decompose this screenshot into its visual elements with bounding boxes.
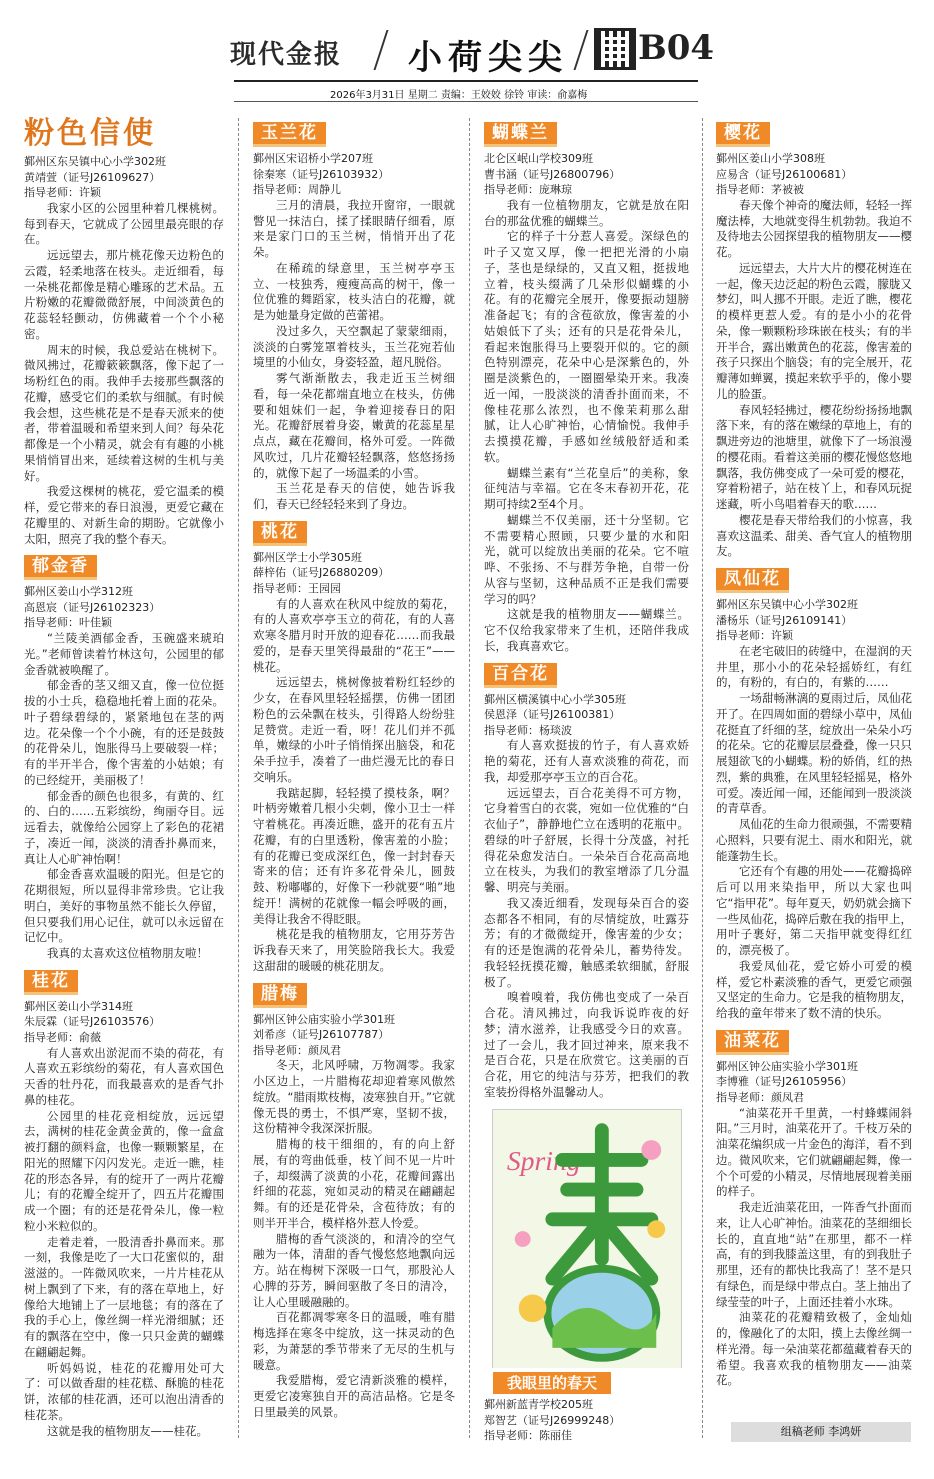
article-title: 郁金香 xyxy=(24,555,97,580)
paragraph: 周末的时候，我总爱站在桃树下。微风拂过，花瓣簌簌飘落，像下起了一场粉红色的雨。我伸手去接那些飘落的花瓣，感受它们的柔软与细腻。有时候我会想，这些桃花是不是春天派来的使者，带着温暖和希望来到人间？每朵花都像是一个小精灵，就会有有趣的小桃果悄悄冒出来，延续着这树的生机与美好。 xyxy=(24,342,224,483)
paragraph: 我家小区的公园里种着几棵桃树。每到春天，它就成了公园里最亮眼的存在。 xyxy=(24,200,224,247)
paragraph: 我有一位植物朋友，它就是放在阳台的那盆优雅的蝴蝶兰。 xyxy=(484,197,689,228)
paragraph: 冬天，北风呼啸，万物凋零。我家小区边上，一片腊梅花却迎着寒风傲然绽放。“腊雨欺枝梅，凌寒独自开。”它就像无畏的勇士，不惧严寒，坚韧不拔，这份精神令我深深折服。 xyxy=(253,1058,455,1136)
page-number: B04 xyxy=(638,28,715,68)
column-divider xyxy=(702,118,703,1438)
article-body xyxy=(24,631,224,962)
paragraph: 玉兰花是春天的信使，她告诉我们，春天已经轻轻来到了身边。 xyxy=(253,481,455,512)
school: 鄞州区东吴镇中心小学302班 xyxy=(24,155,166,168)
article xyxy=(253,977,455,1421)
author: 刘希彦（证号J26107787） xyxy=(253,1028,390,1042)
school: 鄞州区宋诏桥小学207班 xyxy=(253,152,373,165)
article xyxy=(253,515,455,975)
teacher: 指导老师：庞琳琼 xyxy=(484,183,572,197)
author: 曹书涵（证号J26800796） xyxy=(484,167,621,181)
article-body xyxy=(484,738,689,1100)
paragraph: 远远望去，百合花美得不可方物，它身着雪白的衣裳，宛如一位优雅的“白衣仙子”，静静地伫立在透明的花瓶中。碧绿的叶子舒展，长得十分茂盛，衬托得花朵愈发洁白。一朵朵百合花高高地立在枝头，为我们的教室增添了几分温馨、明亮与美丽。 xyxy=(484,785,689,895)
article xyxy=(484,657,689,1101)
paragraph: 有的人喜欢在秋风中绽放的菊花，有的人喜欢亭亭玉立的荷花，有的人喜欢寒冬腊月时开放的迎春花……而我最爱的，是春天里笑得最甜的“花王”——桃花。 xyxy=(253,596,455,674)
paragraph: 在稀疏的绿意里，玉兰树亭亭玉立、一枝独秀，瘦瘦高高的树干，像一位优雅的舞蹈家，枝头洁白的花瓣，就是为她量身定做的芭蕾裙。 xyxy=(253,260,455,323)
school: 鄞州区钟公庙实验小学301班 xyxy=(716,1059,858,1073)
paragraph: 有人喜欢出淤泥而不染的荷花，有人喜欢五彩缤纷的菊花，有人喜欢国色天香的牡丹花，而我最喜欢的是香气扑鼻的桂花。 xyxy=(24,1045,224,1107)
school: 鄞州区姜山小学312班 xyxy=(24,585,133,599)
school: 鄞州新蓝青学校205班 xyxy=(484,1398,593,1411)
author: 高恩宸（证号J26102323） xyxy=(24,600,161,614)
article xyxy=(24,116,224,547)
author: 潘杨乐（证号J26109141） xyxy=(716,613,853,627)
svg-text:Spring: Spring xyxy=(506,1144,581,1176)
paragraph: 公园里的桂花竞相绽放，远远望去，满树的桂花金黄金黄的，像一盒盒被打翻的颜料盒，也像一颗颗繁星，在阳光的照耀下闪闪发光。走近一瞧，桂花的形态各异，有的绽开了一两片花瓣儿；有的花瓣全绽开了，四五片花瓣围成一个圈；有的还是花骨朵儿，像一粒粒小米粒似的。 xyxy=(24,1108,224,1233)
article-title: 桃花 xyxy=(253,521,307,546)
dateline: 2026年3月31日 星期二 责编：王姣姣 徐铃 审读：俞嘉梅 xyxy=(330,90,588,101)
school: 鄞州区横溪镇中心小学305班 xyxy=(484,692,626,706)
article-body xyxy=(716,198,912,560)
paragraph: 雾气渐渐散去，我走近玉兰树细看，每一朵花都端直地立在枝头，仿佛要和姐妹们一起，争着迎接春日的阳光。花瓣舒展着身姿，嫩黄的花蕊星星点点，藏在花瓣间，格外可爱。一阵微风吹过，几片花瓣轻轻飘落，悠悠扬扬的，就像下起了一场温柔的小雪。 xyxy=(253,371,455,480)
paragraph: 我爱这棵树的桃花，爱它温柔的模样，爱它带来的春日浪漫，更爱它藏在花瓣里的、对新生命的期盼。它就像小太阳，照亮了我的整个春天。 xyxy=(24,484,224,546)
author: 薛梓佑（证号J26880209） xyxy=(253,566,390,580)
article-body xyxy=(24,1046,224,1438)
paragraph: 有人喜欢挺拔的竹子，有人喜欢娇艳的菊花，还有人喜欢淡雅的荷花，而我，却爱那亭亭玉立的百合花。 xyxy=(484,738,689,784)
column-4 xyxy=(716,116,912,1416)
paragraph: 远远望去，桃树像披着粉红轻纱的少女，在春风里轻轻摇摆，仿佛一团团粉色的云朵飘在枝头，引得路人纷纷驻足赞赏。走近一看，呀！花儿们并不孤单，嫩绿的小叶子悄悄探出脑袋，和花朵手拉手，凑着了一曲烂漫无比的春日交响乐。 xyxy=(253,675,455,784)
article-body xyxy=(253,597,455,975)
teacher: 指导老师：叶佳颖 xyxy=(24,616,112,630)
author: 朱辰霖（证号J26103576） xyxy=(24,1015,161,1029)
article xyxy=(24,549,224,962)
paragraph: 桃花是我的植物朋友，它用芬芳告诉我春天来了，用笑脸陪我长大。我爱这甜甜的暖暖的桃花朋友。 xyxy=(253,927,455,973)
article-body xyxy=(484,198,689,655)
masthead xyxy=(0,0,934,106)
paragraph: 我又凑近细看，发现每朵百合的姿态都各不相同，有的尽情绽放，吐露芬芳；有的才微微绽开，像害羞的少女；有的还是饱满的花骨朵儿，蓄势待发。我轻轻抚摸花瓣，触感柔软细腻，舒服极了。 xyxy=(484,895,689,989)
paragraph: 没过多久，天空飘起了蒙蒙细雨，淡淡的白雾笼罩着枝头，玉兰花宛若仙境里的小仙女，身姿轻盈，超凡脱俗。 xyxy=(253,323,455,370)
paragraph: 它还有个有趣的用处——花瓣捣碎后可以用来染指甲，所以大家也叫它“指甲花”。每年夏天，奶奶就会摘下一些凤仙花，捣碎后敷在我的指甲上，用叶子裹好，第二天指甲就变得红红的，漂亮极了。 xyxy=(716,864,912,958)
paragraph: 郁金香的茎又细又直，像一位位挺拔的小士兵，稳稳地托着上面的花朵。叶子碧绿碧绿的，紧紧地包在茎的两边。花朵像一个个小碗，有的还是鼓鼓的花骨朵儿，饱胀得马上要破裂一样；有的半开半合，像个害羞的小姑娘；有的已经绽开，美丽极了！ xyxy=(24,678,224,787)
paragraph: “兰陵美酒郁金香，玉碗盛来琥珀光。”老师曾读着竹林这句，公园里的郁金香就被唤醒了。 xyxy=(24,631,224,677)
author: 黄靖萱（证号J26109627） xyxy=(24,170,161,184)
paragraph: 郁金香的颜色也很多，有黄的、红的、白的……五彩缤纷，绚丽夺目。远远看去，就像给公园穿上了彩色的花裙子，凑近一闻，淡淡的清香扑鼻而来，真让人心旷神怡啊！ xyxy=(24,788,224,866)
paragraph: 远远望去，那片桃花像天边粉色的云霞，轻柔地落在枝头。走近细看，每一朵桃花都像是精心雕琢的艺术品。五片粉嫩的花瓣微微舒展，中间淡黄色的花蕊轻轻颤动，仿佛藏着一个个小秘密。 xyxy=(24,248,224,341)
paragraph: 它的样子十分惹人喜爱。深绿色的叶子又宽又厚，像一把把光滑的小扇子，茎也是绿绿的，又直又粗，挺拔地立着，枝头缀满了几朵形似蝴蝶的小花。有的花瓣完全展开，像要振动翅膀准备起飞；有的含苞欲放，像害羞的小姑娘低下了头；还有的只是花骨朵儿，看起来饱胀得马上要裂开似的。它的颜色特别漂亮，花朵中心是深紫色的，外圈是淡紫色的，一圈圈晕染开来。我凑近一闻，一股淡淡的清香扑面而来，不像桂花那么浓烈，也不像茉莉那么甜腻，让人心旷神怡，心情愉悦。我伸手去摸摸花瓣，手感如丝绒般舒适和柔软。 xyxy=(484,229,689,464)
editor-credit: 组稿老师 李鸿妍 xyxy=(731,1422,911,1442)
student-artwork xyxy=(492,1109,682,1368)
header-rule xyxy=(234,80,698,82)
paragraph: 郁金香喜欢温暖的阳光。但是它的花期很短，所以显得非常珍贵。它让我明白，美好的事物虽然不能长久停留，但只要我们用心记住，就可以永远留在记忆中。 xyxy=(24,867,224,945)
school: 鄞州区东吴镇中心小学302班 xyxy=(716,598,858,612)
paragraph: 我走近油菜花田，一阵香气扑面而来，让人心旷神怡。油菜花的茎细细长长的，直直地“站”在那里，都不一样高，有的到我膝盖这里，有的到我肚子那里，还有的都快比我高了！茎不是只有绿色，而是绿中带点白。茎上抽出了绿莹莹的叶子，上面还挂着小水珠。 xyxy=(716,1200,912,1309)
paragraph: “油菜花开千里黄，一村蜂蝶闹斜阳。”三月时，油菜花开了。千枝万朵的油菜花编织成一片金色的海洋，看不到边。微风吹来，它们就翩翩起舞，像一个个可爱的小精灵，尽情地展现着美丽的样子。 xyxy=(716,1105,912,1199)
column-1 xyxy=(24,116,224,1438)
paragraph: 春天像个神奇的魔法师，轻轻一挥魔法棒，大地就变得生机勃勃。我迫不及待地去公园探望我的植物朋友——樱花。 xyxy=(716,197,912,260)
divider-slash xyxy=(574,30,589,70)
article xyxy=(716,562,912,1022)
section-title: 小荷尖尖 xyxy=(408,38,568,78)
paragraph: 腊梅的枝干细细的，有的向上舒展，有的弯曲低垂，枝丫间不见一片叶子，却缀满了淡黄的小花，花瓣间露出纤细的花蕊，宛如灵动的精灵在翩翩起舞。有的还是花骨朵，含苞待放；有的则半开半合，模样格外惹人怜爱。 xyxy=(253,1137,455,1230)
article-title: 樱花 xyxy=(716,122,770,147)
article-title: 百合花 xyxy=(484,663,557,688)
paragraph: 凤仙花的生命力很顽强，不需要精心照料，只要有泥土、雨水和阳光，就能蓬勃生长。 xyxy=(716,817,912,863)
article-body xyxy=(253,1058,455,1420)
paragraph: 嗅着嗅着，我仿佛也变成了一朵百合花。清风拂过，向我诉说昨夜的好梦；清水滋养，让我感受今日的欢喜。过了一会儿，我才回过神来，原来我不是百合花，只是在欣赏它。这美丽的百合花，用它的纯洁与芬芳，把我们的教室装扮得格外温馨动人。 xyxy=(484,990,689,1099)
column-3 xyxy=(484,116,689,1368)
spring-painting xyxy=(493,1110,681,1368)
paragraph: 百花都凋零寒冬日的温暖，唯有腊梅选择在寒冬中绽放，这一抹灵动的色彩，为萧瑟的季节带来了无尽的生机与暖意。 xyxy=(253,1310,455,1372)
teacher: 指导老师：周静儿 xyxy=(253,183,341,197)
article xyxy=(716,116,912,560)
article-body xyxy=(716,1106,912,1390)
article-title: 腊梅 xyxy=(253,983,307,1008)
paragraph: 我爱凤仙花，爱它娇小可爱的模样，爱它朴素淡雅的香气，更爱它顽强又坚定的生命力。它是我的植物朋友，给我的童年带来了数不清的快乐。 xyxy=(716,958,912,1021)
article xyxy=(253,116,455,513)
paragraph: 在老宅破旧的砖缝中，在湿润的天井里，那小小的花朵轻摇娇红，有红的，有粉的，有白的，有紫的…… xyxy=(716,643,912,690)
paragraph: 我真的太喜欢这位植物朋友啦！ xyxy=(47,946,208,961)
column-divider xyxy=(469,118,470,1438)
paragraph: 蝴蝶兰素有“兰花皇后”的美称，象征纯洁与幸福。它在冬末春初开花，花期可持续2至4个月。 xyxy=(484,465,689,512)
author: 李博雅（证号J26105956） xyxy=(716,1075,853,1089)
artwork-caption: 我眼里的春天 xyxy=(493,1372,611,1394)
teacher: 指导老师：许颖 xyxy=(716,629,793,643)
paragraph: 一场甜畅淋漓的夏雨过后，凤仙花开了。在四周如面的碧绿小草中，凤仙花挺直了纤细的茎，绽放出一朵朵小巧的花朵。它的花瓣层层叠叠，像一只只展翅欲飞的小蝴蝶。粉的娇俏，红的热烈，紫的典雅，在风里轻轻摇晃，格外可爱。凑近闻一闻，还能闻到一股淡淡的青草香。 xyxy=(716,691,912,816)
teacher: 指导老师：陈丽佳 xyxy=(484,1429,572,1443)
teacher: 指导老师：俞薇 xyxy=(24,1031,101,1044)
author: 郑智艺（证号J26999248） xyxy=(484,1413,621,1427)
school: 北仑区岷山学校309班 xyxy=(484,152,593,165)
header-rule xyxy=(234,101,698,102)
author: 应易含（证号J26100681） xyxy=(716,167,853,181)
paragraph: 油菜花的花瓣精致极了，金灿灿的，像融化了的太阳，摸上去像丝绸一样光滑。每一朵油菜花都蕴藏着春天的希望。我喜欢我的植物朋友——油菜花。 xyxy=(716,1310,912,1388)
teacher: 指导老师：颜凤君 xyxy=(716,1091,804,1104)
paragraph: 春风轻轻拂过，樱花纷纷扬扬地飘落下来，有的落在嫩绿的草地上，有的飘进旁边的池塘里，就像下了一场浪漫的樱花雨。看着这美丽的樱花慢悠悠地飘落，我仿佛变成了一朵可爱的樱花，穿着粉裙子，站在枝丫上，和春风玩捉迷藏，听小鸟唱着春天的歌…… xyxy=(716,402,912,512)
article-body xyxy=(253,198,455,513)
teacher: 指导老师：茅被被 xyxy=(716,183,804,197)
article-title: 凤仙花 xyxy=(716,568,789,593)
school: 鄞州区姜山小学314班 xyxy=(24,999,133,1013)
school: 鄞州区学士小学305班 xyxy=(253,550,362,564)
article xyxy=(716,1024,912,1389)
school: 鄞州区钟公庙实验小学301班 xyxy=(253,1012,395,1026)
article xyxy=(484,116,689,655)
paragraph: 走着走着，一股清香扑鼻而来。那一刻，我像是吃了一大口花蜜似的，甜滋滋的。一阵微风吹来，一片片桂花从树上飘到了下来，有的落在草地上，好像给大地铺上了一层地毯；有的落在了我的手心上，像丝绸一样光滑细腻；还有的飘落在空中，像一只只金黄的蝴蝶在翩翩起舞。 xyxy=(24,1234,224,1359)
paragraph: 听妈妈说，桂花的花瓣用处可大了：可以做香甜的桂花糕、酥脆的桂花饼，浓郁的桂花酒，还可以泡出清香的桂花茶。 xyxy=(24,1360,224,1422)
paragraph: 蝴蝶兰不仅美丽，还十分坚韧。它不需要精心照顾，只要少量的水和阳光，就可以绽放出美丽的花朵。它不喧哗、不张扬、不与群芳争艳，自带一份从容与坚韧，这种品质不正是我们需要学习的吗？ xyxy=(484,512,689,606)
paragraph: 樱花是春天带给我们的小惊喜，我喜欢这温柔、甜美、香气宜人的植物朋友。 xyxy=(716,512,912,559)
author: 徐秦寒（证号J26103932） xyxy=(253,167,390,181)
column-2 xyxy=(253,116,455,1438)
paragraph: 这就是我的植物朋友——蝴蝶兰。它不仅给我家带来了生机，还陪伴我成长，我真喜欢它。 xyxy=(484,607,689,653)
author: 侯恩泽（证号J26100381） xyxy=(484,708,621,722)
school: 鄞州区姜山小学308班 xyxy=(716,152,825,165)
paragraph: 我踮起脚，轻轻摸了摸枝条，啊？叶柄旁嫩着几根小尖刺，像小卫士一样守着桃花。再凑近瞧，盛开的花有五片花瓣，有的白里透粉，像害羞的小脸；有的花瓣已变成深红色，像一封封春天寄来的信；还有许多花骨朵儿，圆鼓鼓、粉嘟嘟的，好像下一秒就要“啪”地绽开！满树的花就像一幅会呼吸的画，美得让我舍不得眨眼。 xyxy=(253,785,455,926)
article-body xyxy=(24,201,224,548)
teacher: 指导老师：许颖 xyxy=(24,186,101,200)
article-title: 玉兰花 xyxy=(253,122,326,147)
article xyxy=(24,964,224,1438)
article-title: 粉色信使 xyxy=(24,116,156,151)
paragraph: 这就是我的植物朋友——桂花。 xyxy=(47,1423,208,1438)
article-body xyxy=(716,644,912,1022)
teacher: 指导老师：王园园 xyxy=(253,581,341,595)
artwork-credit xyxy=(484,1397,689,1444)
article-title: 蝴蝶兰 xyxy=(484,122,557,147)
paragraph: 三月的清晨，我拉开窗帘，一眼就瞥见一抹洁白，揉了揉眼睛仔细看，原来是家门口的玉兰树，悄悄开出了花朵。 xyxy=(253,197,455,260)
paragraph: 远远望去，大片大片的樱花树连在一起，像天边泛起的粉色云霞，朦胧又梦幻，叫人挪不开眼。走近了瞧，樱花的模样更惹人爱。有的是小小的花骨朵，像一颗颗粉珍珠嵌在枝头；有的半开半合，露出嫩黄色的花蕊，像害羞的孩子只探出个脑袋；有的完全展开，花瓣薄如蝉翼，摸起来软乎乎的，像小婴儿的脸蛋。 xyxy=(716,260,912,401)
column-divider xyxy=(238,118,239,1438)
newspaper-name: 现代金报 xyxy=(230,40,343,70)
divider-slash xyxy=(374,30,389,70)
paragraph: 腊梅的香气淡淡的，和清冷的空气融为一体，清甜的香气慢悠悠地飘向远方。站在梅树下深吸一口气，那股沁人心脾的芬芳，瞬间驱散了冬日的清冷，让人心里暖融融的。 xyxy=(253,1231,455,1309)
article-title: 油菜花 xyxy=(716,1030,789,1055)
teacher: 指导老师：颜凤君 xyxy=(253,1043,341,1057)
paragraph: 我爱腊梅，爱它清新淡雅的模样，更爱它凌寒独自开的高洁品格。它是冬日里最美的风景。 xyxy=(253,1373,455,1419)
article-title: 桂花 xyxy=(24,970,78,995)
teacher: 指导老师：杨琰波 xyxy=(484,723,572,737)
qr-code-icon[interactable] xyxy=(594,28,636,70)
